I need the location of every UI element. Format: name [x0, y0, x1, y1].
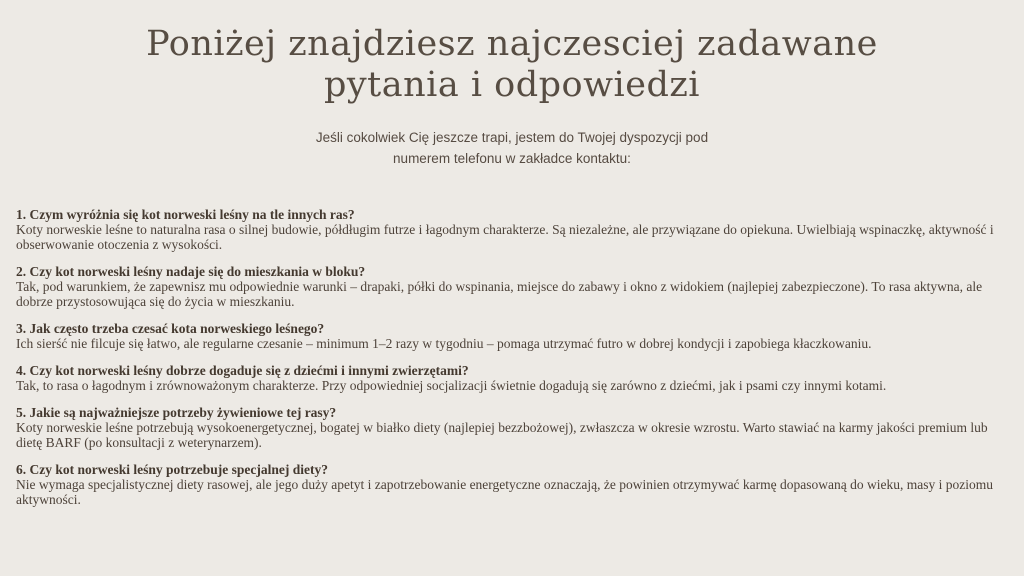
faq-item [16, 363, 1006, 393]
page-subtitle [212, 127, 812, 169]
faq-question: 3. Jak często trzeba czesać kota norweskiego leśnego? [16, 321, 325, 336]
faq-list [16, 207, 1006, 519]
faq-question: 1. Czym wyróżnia się kot norweski leśny na tle innych ras? [16, 207, 355, 222]
faq-item [16, 462, 1006, 507]
page-title-line-2: pytania i odpowiedzi [323, 65, 700, 105]
faq-item [16, 264, 1006, 309]
faq-answer: Koty norweskie leśne to naturalna rasa o silnej budowie, półdługim futrze i łagodnym charakterze. Są niezależne, ale przywiązane do opiekuna. Uwielbiają wspinaczkę, aktywność i obserwowanie otoczenia z wysokości. [16, 222, 994, 252]
faq-answer: Tak, pod warunkiem, że zapewnisz mu odpowiednie warunki – drapaki, półki do wspinania, miejsce do zabawy i okno z widokiem (najlepiej zabezpieczone). To rasa aktywna, ale dobrze przystosowująca się do życia w mieszkaniu. [16, 279, 983, 309]
faq-item [16, 405, 1006, 450]
faq-answer: Tak, to rasa o łagodnym i zrównoważonym charakterze. Przy odpowiedniej socjalizacji świetnie dogadują się zarówno z dziećmi, jak i psami czy innymi kotami. [16, 378, 887, 393]
subtitle-line-2: numerem telefonu w zakładce kontaktu: [393, 151, 631, 166]
faq-answer: Nie wymaga specjalistycznej diety rasowej, ale jego duży apetyt i zapotrzebowanie energetyczne oznaczają, że powinien otrzymywać karmę dopasowaną do wieku, masy i poziomu aktywności. [16, 477, 993, 507]
faq-item [16, 321, 1006, 351]
subtitle-line-1: Jeśli cokolwiek Cię jeszcze trapi, jestem do Twojej dyspozycji pod [315, 130, 709, 145]
page-title [62, 24, 962, 106]
faq-question: 2. Czy kot norweski leśny nadaje się do mieszkania w bloku? [16, 264, 366, 279]
faq-answer: Koty norweskie leśne potrzebują wysokoenergetycznej, bogatej w białko diety (najlepiej bezzbożowej), zwłaszcza w okresie wzrostu. Warto stawiać na karmy jakości premium lub dietę BARF (po konsultacji z weterynarzem). [16, 420, 988, 450]
faq-question: 4. Czy kot norweski leśny dobrze dogaduje się z dziećmi i innymi zwierzętami? [16, 363, 469, 378]
faq-item [16, 207, 1006, 252]
page-title-line-1: Poniżej znajdziesz najczesciej zadawane [146, 24, 878, 64]
faq-question: 6. Czy kot norweski leśny potrzebuje specjalnej diety? [16, 462, 328, 477]
faq-answer: Ich sierść nie filcuje się łatwo, ale regularne czesanie – minimum 1–2 razy w tygodniu – pomaga utrzymać futro w dobrej kondycji i zapobiega kłaczkowaniu. [16, 336, 872, 351]
faq-question: 5. Jakie są najważniejsze potrzeby żywieniowe tej rasy? [16, 405, 337, 420]
